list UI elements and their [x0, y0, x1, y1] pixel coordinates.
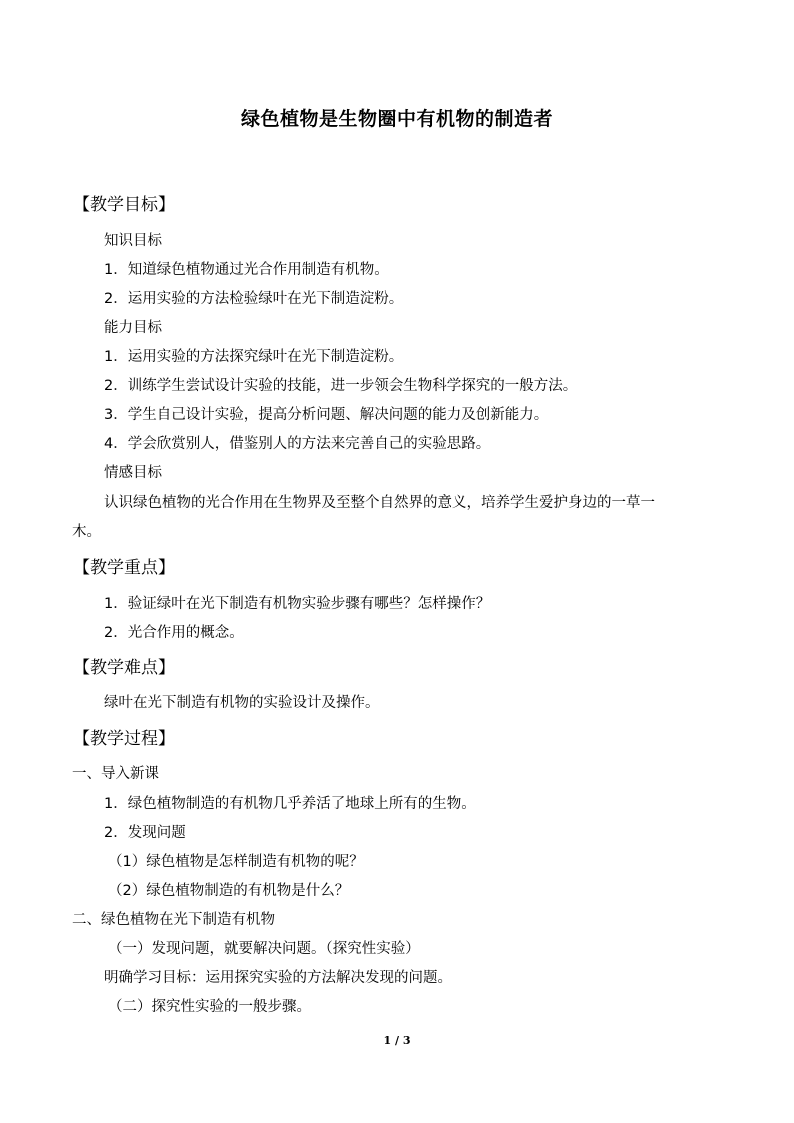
process-part2-title: 二、绿色植物在光下制造有机物	[72, 912, 275, 928]
process-part2-sub1: （一）发现问题，就要解决问题。（探究性实验）	[108, 941, 420, 957]
process-part1-question1: （1）绿色植物是怎样制造有机物的呢？	[108, 854, 364, 870]
process-part2-sub2: （二）探究性实验的一般步骤。	[108, 999, 311, 1015]
process-part1-item1: 1．绿色植物制造的有机物几乎养活了地球上所有的生物。	[104, 796, 476, 812]
heading-difficulties: 【教学难点】	[73, 658, 175, 678]
label-emotion: 情感目标	[104, 465, 162, 481]
process-part1-question2: （2）绿色植物制造的有机物是什么？	[108, 883, 350, 899]
ability-item-1: 1．运用实验的方法探究绿叶在光下制造淀粉。	[104, 349, 404, 365]
key-point-1: 1．验证绿叶在光下制造有机物实验步骤有哪些？怎样操作？	[104, 596, 491, 612]
heading-objectives: 【教学目标】	[73, 195, 175, 215]
ability-item-4: 4．学会欣赏别人，借鉴别人的方法来完善自己的实验思路。	[104, 436, 491, 452]
document-title: 绿色植物是生物圈中有机物的制造者	[240, 108, 553, 130]
page-number: 1 / 3	[383, 1034, 411, 1047]
heading-key-points: 【教学重点】	[73, 558, 175, 578]
process-part2-goal: 明确学习目标：运用探究实验的方法解决发现的问题。	[104, 970, 452, 986]
label-knowledge: 知识目标	[104, 233, 162, 249]
knowledge-item-2: 2．运用实验的方法检验绿叶在光下制造淀粉。	[104, 291, 404, 307]
key-point-2: 2．光合作用的概念。	[104, 625, 244, 641]
emotion-text-line-1: 认识绿色植物的光合作用在生物界及至整个自然界的意义，培养学生爱护身边的一草一	[104, 495, 655, 511]
difficulty-text: 绿叶在光下制造有机物的实验设计及操作。	[104, 695, 380, 711]
emotion-text-line-2: 木。	[72, 524, 101, 540]
process-part1-title: 一、导入新课	[72, 766, 159, 782]
knowledge-item-1: 1．知道绿色植物通过光合作用制造有机物。	[104, 262, 389, 278]
label-ability: 能力目标	[104, 320, 162, 336]
process-part1-item2: 2．发现问题	[104, 825, 186, 841]
ability-item-2: 2．训练学生尝试设计实验的技能，进一步领会生物科学探究的一般方法。	[104, 378, 578, 394]
heading-process: 【教学过程】	[73, 729, 175, 749]
ability-item-3: 3．学生自己设计实验，提高分析问题、解决问题的能力及创新能力。	[104, 407, 549, 423]
